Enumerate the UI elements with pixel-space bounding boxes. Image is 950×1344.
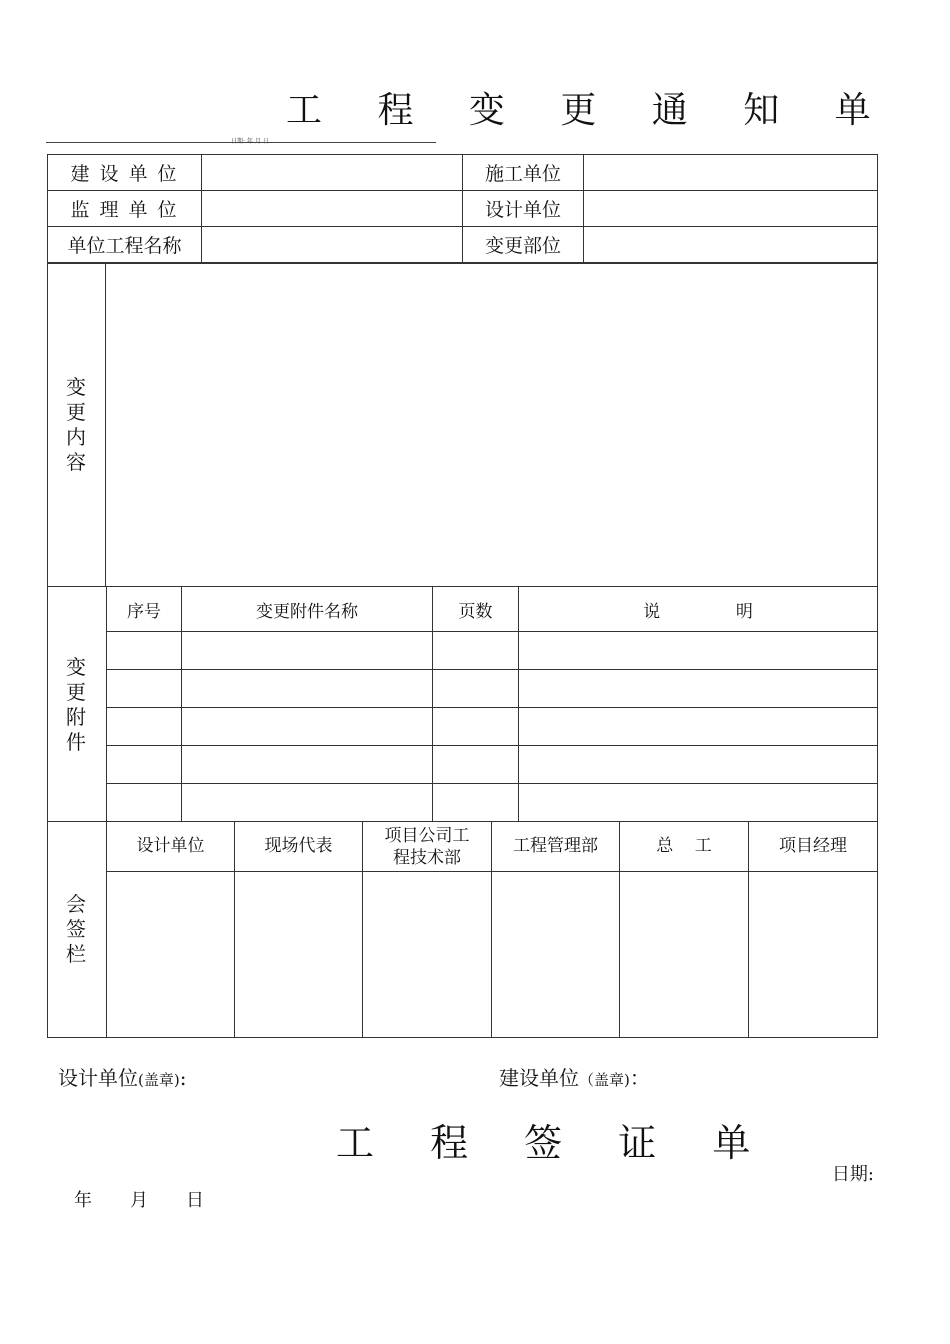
- project-name-label: 单位工程名称: [48, 227, 202, 263]
- design-unit-value[interactable]: [584, 191, 878, 227]
- table-row: [107, 784, 878, 822]
- notice-title: 工 程 变 更 通 知 单: [286, 90, 893, 131]
- construction-unit-stamp: [499, 1062, 650, 1091]
- attachments-label: 变 更 附 件: [66, 655, 86, 754]
- table-row: [107, 632, 878, 670]
- attachment-cell[interactable]: [182, 746, 433, 784]
- signoff-col-tech-dept: 项目公司工 程技术部: [363, 822, 492, 872]
- change-location-label: 变更部位: [463, 227, 584, 263]
- attachment-cell[interactable]: [433, 746, 519, 784]
- attachment-cell[interactable]: [107, 632, 182, 670]
- design-stamp-seal: (盖章): [138, 1071, 180, 1089]
- month-label: 月: [130, 1190, 148, 1211]
- table-row: [107, 670, 878, 708]
- attachments-col-name: 变更附件名称: [182, 587, 433, 632]
- attachment-cell[interactable]: [182, 632, 433, 670]
- attachments-col-notes: 说 明: [519, 587, 878, 632]
- supervision-unit-label: 监 理 单 位: [48, 191, 202, 227]
- design-stamp-colon: :: [179, 1066, 187, 1090]
- supervision-unit-value[interactable]: [202, 191, 463, 227]
- signoff-cell[interactable]: [363, 872, 492, 1038]
- change-location-value[interactable]: [584, 227, 878, 263]
- attachment-cell[interactable]: [519, 632, 878, 670]
- small-date-line: 日期: 年 月 日: [231, 138, 269, 145]
- builder-unit-value[interactable]: [584, 155, 878, 191]
- attachment-cell[interactable]: [182, 708, 433, 746]
- construction-stamp-seal: （盖章): [579, 1071, 630, 1089]
- signoff-table: [106, 821, 878, 1038]
- signoff-col-chief-engineer: 总 工: [620, 822, 749, 872]
- signoff-col-project-manager: 项目经理: [749, 822, 878, 872]
- attachment-cell[interactable]: [519, 670, 878, 708]
- signoff-cell[interactable]: [107, 872, 235, 1038]
- attachments-col-pages: 页数: [433, 587, 519, 632]
- signoff-cell[interactable]: [749, 872, 878, 1038]
- header-info-table: [47, 154, 878, 263]
- signoff-cell[interactable]: [492, 872, 620, 1038]
- signoff-col-design-unit: 设计单位: [107, 822, 235, 872]
- attachments-table: [106, 586, 878, 822]
- table-row: [107, 746, 878, 784]
- attachment-cell[interactable]: [107, 670, 182, 708]
- attachment-cell[interactable]: [519, 746, 878, 784]
- attachment-cell[interactable]: [433, 670, 519, 708]
- construction-stamp-colon: ：: [629, 1066, 650, 1090]
- attachment-cell[interactable]: [433, 632, 519, 670]
- change-content-area[interactable]: [107, 265, 876, 585]
- attachment-cell[interactable]: [519, 708, 878, 746]
- design-stamp-label: 设计单位: [58, 1066, 138, 1090]
- design-unit-label: 设计单位: [463, 191, 584, 227]
- attachment-cell[interactable]: [107, 708, 182, 746]
- year-label: 年: [74, 1190, 92, 1211]
- attachment-cell[interactable]: [182, 670, 433, 708]
- project-name-value[interactable]: [202, 227, 463, 263]
- attachment-cell[interactable]: [433, 784, 519, 822]
- certificate-title: 工 程 签 证 单: [336, 1121, 773, 1165]
- signoff-cell[interactable]: [620, 872, 749, 1038]
- certificate-date-label: 日期:: [831, 1164, 874, 1185]
- attachment-cell[interactable]: [182, 784, 433, 822]
- construction-unit-value[interactable]: [202, 155, 463, 191]
- attachments-col-seq: 序号: [107, 587, 182, 632]
- attachment-cell[interactable]: [107, 746, 182, 784]
- construction-stamp-label: 建设单位: [499, 1066, 579, 1090]
- signoff-col-site-rep: 现场代表: [235, 822, 363, 872]
- day-label: 日: [186, 1190, 204, 1211]
- construction-unit-label: 建 设 单 位: [48, 155, 202, 191]
- signoff-cell[interactable]: [235, 872, 363, 1038]
- signoff-label: 会 签 栏: [66, 892, 86, 966]
- certificate-date: [74, 1186, 242, 1212]
- builder-unit-label: 施工单位: [463, 155, 584, 191]
- table-row: [107, 708, 878, 746]
- content-divider: [105, 263, 106, 587]
- attachment-cell[interactable]: [519, 784, 878, 822]
- signoff-col-mgmt-dept: 工程管理部: [492, 822, 620, 872]
- design-unit-stamp: [58, 1062, 186, 1091]
- change-content-label: 变 更 内 容: [66, 375, 86, 474]
- attachment-cell[interactable]: [107, 784, 182, 822]
- attachment-cell[interactable]: [433, 708, 519, 746]
